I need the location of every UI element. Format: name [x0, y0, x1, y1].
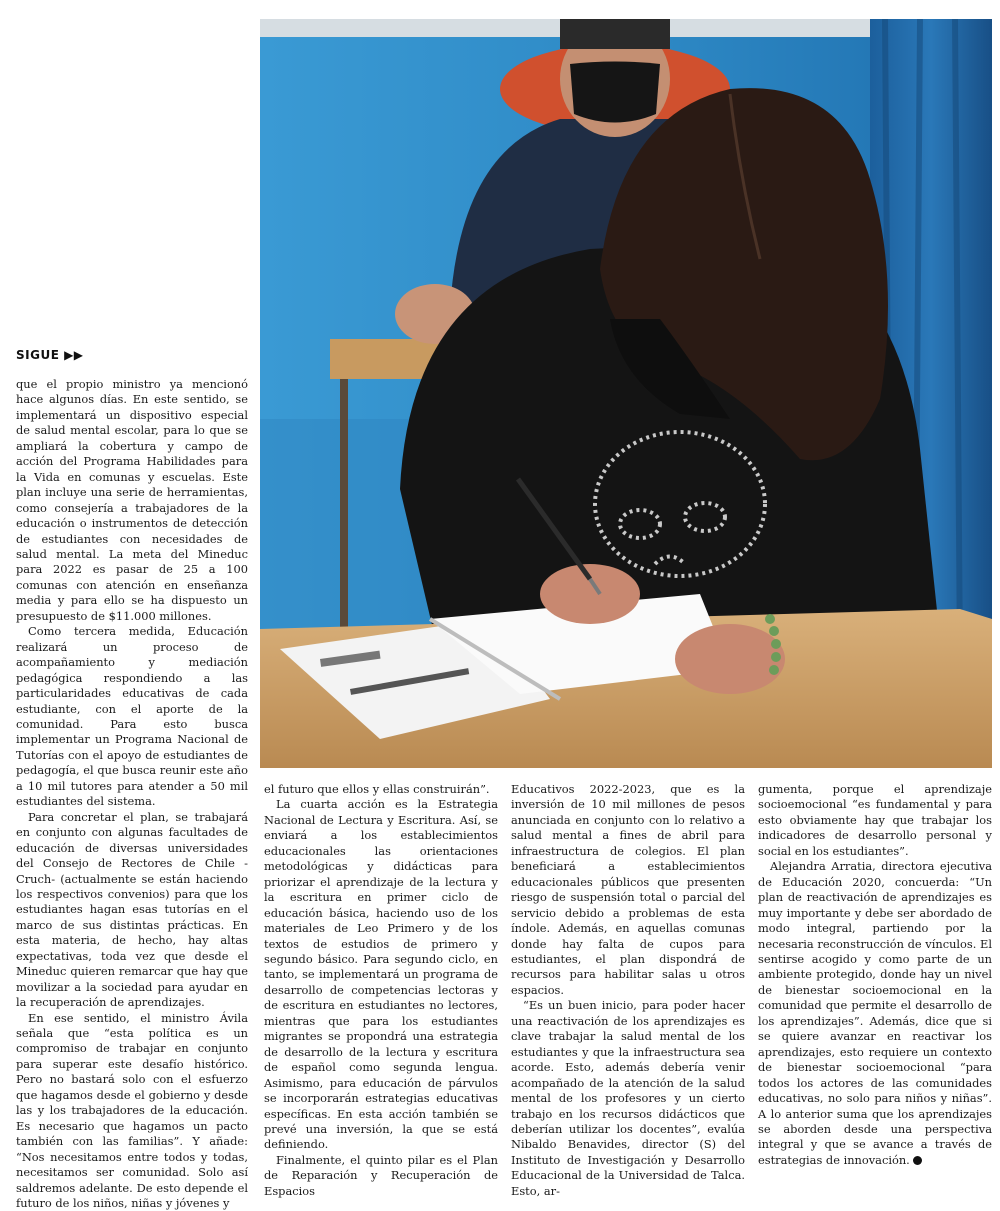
article-column-2: [264, 782, 498, 1198]
paragraph: En ese sentido, el ministro Ávila señala que “esta política es un compromiso de trabajar en conjunto para superar este desafío histórico. Pero no bastará solo con el esfuerzo que hagamos desde el gobierno y desde las y los trabajadores de la educación. Es necesario que hagamos un pacto también con las familias”. Y añade: “Nos necesitamos entre todos y todas, necesitamos ser comunidad. Solo así saldremos adelante. De esto depende el futuro de los niños, niñas y jóvenes y: [16, 1010, 248, 1211]
paragraph: gumenta, porque el aprendizaje socioemocional “es fundamental y para esto obviamente hay que trabajar los indicadores de desarrollo personal y social en los estudiantes”.: [758, 782, 992, 858]
article-column-4: [758, 782, 992, 1167]
paragraph: Como tercera medida, Educación realizará un proceso de acompañamiento y mediación pedagógica respondiendo a las particularidades educativas de cada estudiante, con el aporte de la comunidad. Para esto busca implementar un Programa Nacional de Tutorías con el apoyo de estudiantes de pedagogía, el que busca reunir este año a 10 mil tutores para atender a 50 mil estudiantes del sistema.: [16, 624, 248, 809]
paragraph: La cuarta acción es la Estrategia Nacional de Lectura y Escritura. Así, se enviará a los establecimientos educacionales las orientaciones metodológicas y didácticas para priorizar el aprendizaje de la lectura y la escritura en primer ciclo de educación básica, haciendo uso de los materiales de Leo Primero y de los textos de estudios de primero y segundo básico. Para segundo ciclo, en tanto, se implementará un programa de desarrollo de competencias lectoras y de escritura en estudiantes no lectores, mientras que para los estudiantes migrantes se propondrá una estrategia de desarrollo de la lectura y escritura de español como segunda lengua. Asimismo, para educación de párvulos se incorporarán estrategias educativas específicas. En esta acción también se prevé una inversión, la que se está definiendo.: [264, 797, 498, 1152]
article-column-1: [16, 377, 248, 1211]
paragraph: “Es un buen inicio, para poder hacer una reactivación de los aprendizajes es clave trabajar la salud mental de los estudiantes y que la infraestructura sea acorde. Esto, además debería venir acompañado de la atención de la salud mental de los profesores y un cierto trabajo en los recursos didácticos que deberían utilizar los docentes”, evalúa Nibaldo Benavides, director (S) del Instituto de Investigación y Desarrollo Educacional de la Universidad de Talca. Esto, ar-: [511, 998, 745, 1198]
continued-marker: SIGUE ▶▶: [16, 348, 84, 362]
paragraph-text: Alejandra Arratia, directora ejecutiva de Educación 2020, concuerda: “Un plan de reactivación de aprendizajes es muy importante y debe ser abordado de modo integral, partiendo por la necesaria reconstrucción de vínculos. El sentirse acogido y como parte de un ambiente protegido, donde hay un nivel de bienestar socioemocional en la comunidad que permite el desarrollo de los aprendizajes”. Además, dice que si se quiere avanzar en reactivar los aprendizajes, esto requiere un contexto de bienestar socioemocional “para todos los actores de las comunidades educativas, no solo para niños y niñas”. A lo anterior suma que los aprendizajes se aborden desde una perspectiva integral y que se avance a través de estrategias de innovación.: [758, 859, 992, 1167]
end-of-article-dot-icon: [913, 1156, 922, 1165]
paragraph: Educativos 2022-2023, que es la inversión de 10 mil millones de pesos anunciada en conjunto con lo relativo a salud mental a fines de abril para infraestructura de colegios. El plan beneficiará a establecimientos educacionales públicos que presenten riesgo de suspensión total o parcial del servicio debido a problemas de esta índole. Además, en aquellas comunas donde hay falta de cupos para estudiantes, el plan dispondrá de recursos para habilitar salas u otros espacios.: [511, 782, 745, 997]
paragraph: [758, 859, 992, 1168]
paragraph: Finalmente, el quinto pilar es el Plan de Reparación y Recuperación de Espacios: [264, 1152, 498, 1198]
article-column-3: [511, 782, 745, 1198]
paragraph: que el propio ministro ya mencionó hace algunos días. En este sentido, se implementará un dispositivo especial de salud mental escolar, para lo que se ampliará la cobertura y campo de acción del Programa Habilidades para la Vida en comunas y escuelas. Este plan incluye una serie de herramientas, como consejería a trabajadores de la educación o instrumentos de detección de estudiantes con necesidades de salud mental. La meta del Mineduc para 2022 es pasar de 25 a 100 comunas con atención en enseñanza media y para ello se ha dispuesto un presupuesto de $11.000 millones.: [16, 377, 248, 623]
paragraph: el futuro que ellos y ellas construirán”.: [264, 782, 490, 796]
article-photo: [260, 19, 992, 768]
paragraph: Para concretar el plan, se trabajará en conjunto con algunas facultades de educación de diversas universidades del Consejo de Rectores de Chile -Cruch- (actualmente se están haciendo los respectivos convenios) para que los estudiantes hagan esas tutorías en el marco de sus distintas prácticas. En esta materia, de hecho, hay altas expectativas, toda vez que desde el Mineduc quieren remarcar que hay que movilizar a la sociedad para ayudar en la recuperación de aprendizajes.: [16, 809, 248, 1010]
